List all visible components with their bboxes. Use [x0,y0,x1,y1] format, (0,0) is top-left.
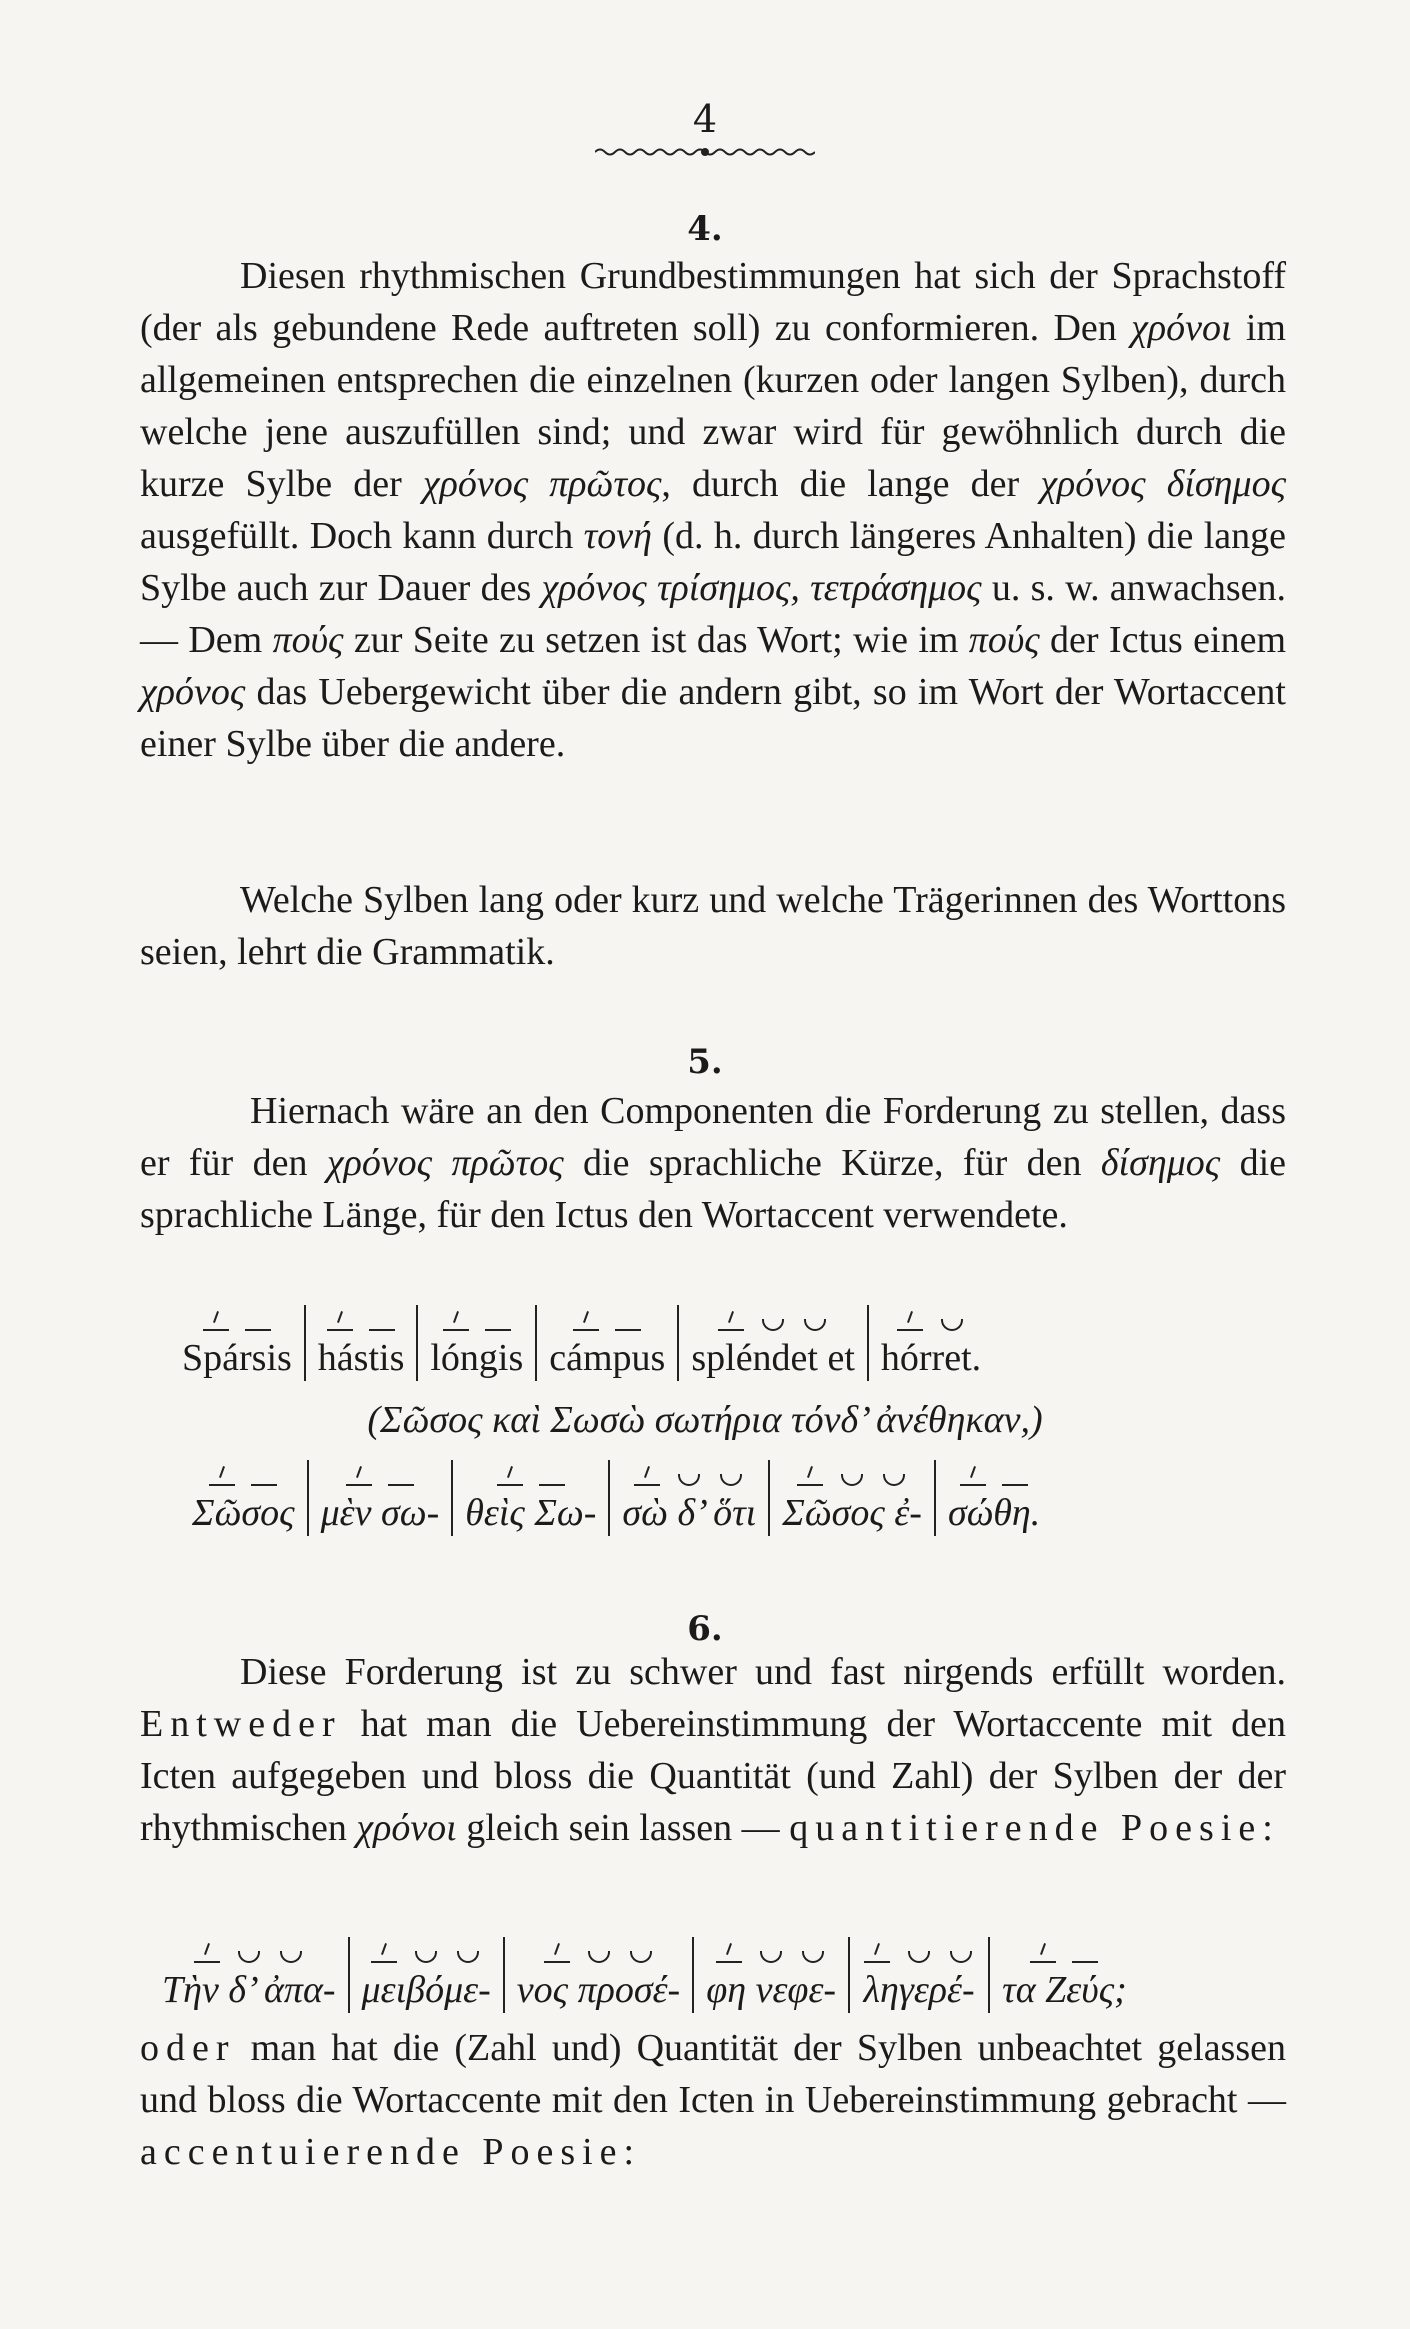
meter-cell [537,1305,679,1381]
greek-epigram-line: (Σῶσος καὶ Σωσὼ σωτήρια τόνδ’ ἀνέθηκαν,) [367,1399,1043,1441]
meter-cell [770,1460,936,1536]
meter-word: νος προσέ- [516,1969,681,2011]
section-4-paragraph-1: Diesen rhythmischen Grundbestimmungen hat sich der Sprachstoff (der als gebundene Rede auftreten soll) zu conformieren. Den χρόνοι im allgemeinen entsprechen die einzelnen (kurzen oder langen Sylben), durch welche jene auszufüllen sind; und zwar wird für gewöhnlich durch die kurze Sylbe der χρόνος πρῶτος, durch die lange der χρόνος δίσημος ausgefüllt. Doch kann durch τονή (d. h. durch längeres Anhalten) die lange Sylbe auch zur Dauer des χρόνος τρίσημος, τετράσημος u. s. w. anwachsen. — Dem πούς zur Seite zu setzen ist das Wort; wie im πούς der Ictus einem χρόνος das Uebergewicht über die andern gibt, so im Wort der Wortaccent einer Sylbe über die andere. [140,255,1287,765]
meter-word: μὲν σω- [320,1492,440,1534]
latin-meter-example [170,1305,993,1381]
meter-cell [990,1937,1139,2013]
meter-word: Spársis [182,1337,292,1379]
meter-cell [694,1937,850,2013]
section-6-paragraph-2: oder man hat die (Zahl und) Quantität der Sylben unbeachtet gelassen und bloss die Wortaccente mit den Icten in Uebereinstimmung gebracht — accentuierende Poesie: [140,2027,1286,2173]
section-number-6: 6. [687,1609,723,1649]
section-number-4: 4. [687,209,723,249]
meter-cell [936,1460,1052,1536]
meter-cell [610,1460,770,1536]
meter-word: Σῶσος [192,1492,295,1534]
meter-word: φη νεφε- [706,1969,837,2011]
section-number-5: 5. [687,1042,723,1082]
section-5-paragraph-1: Hiernach wäre an den Componenten die Forderung zu stellen, dass er für den χρόνος πρῶτος die sprachliche Kürze, für den δίσημος die sprachliche Länge, für den Ictus den Wortaccent verwendete. [140,1090,1287,1236]
meter-cell [150,1937,350,2013]
meter-word: σώθη. [947,1492,1041,1534]
meter-word: θεὶς Σω- [465,1492,597,1534]
meter-cell [350,1937,505,2013]
meter-cell [418,1305,537,1381]
meter-cell [309,1460,454,1536]
meter-cell [679,1305,869,1381]
meter-word: lóngis [430,1337,524,1379]
meter-word: spléndet et [691,1337,855,1379]
meter-word: ληγερέ- [863,1969,975,2011]
meter-cell [850,1937,990,2013]
meter-cell [170,1305,306,1381]
meter-cell [453,1460,610,1536]
meter-cell [869,1305,993,1381]
meter-word: Σῶσος ἐ- [782,1492,922,1534]
page-number: 4 [692,97,718,141]
ornament-divider [595,145,815,159]
meter-word: hástis [317,1337,405,1379]
meter-cell [306,1305,419,1381]
meter-word: σὼ δ’ ὅτι [622,1492,757,1534]
greek-meter-example-2 [150,1937,1139,2013]
section-4-paragraph-2: Welche Sylben lang oder kurz und welche Trägerinnen des Worttons seien, lehrt die Grammatik. [140,879,1286,973]
meter-word: cámpus [549,1337,666,1379]
section-6-paragraph-1: Diese Forderung ist zu schwer und fast nirgends erfüllt worden. Entweder hat man die Uebereinstimmung der Wortaccente mit den Icten aufgegeben und bloss die Quantität (und Zahl) der Sylben der der rhythmischen χρόνοι gleich sein lassen — quantitierende Poesie: [140,1651,1286,1849]
meter-word: Τὴν δ’ ἀπα- [162,1969,336,2011]
meter-cell [505,1937,694,2013]
greek-meter-example-1 [180,1460,1052,1536]
meter-word: τα Ζεύς; [1002,1969,1127,2011]
meter-word: hórret. [880,1337,982,1379]
meter-cell [180,1460,309,1536]
meter-word: μειβόμε- [361,1969,491,2011]
